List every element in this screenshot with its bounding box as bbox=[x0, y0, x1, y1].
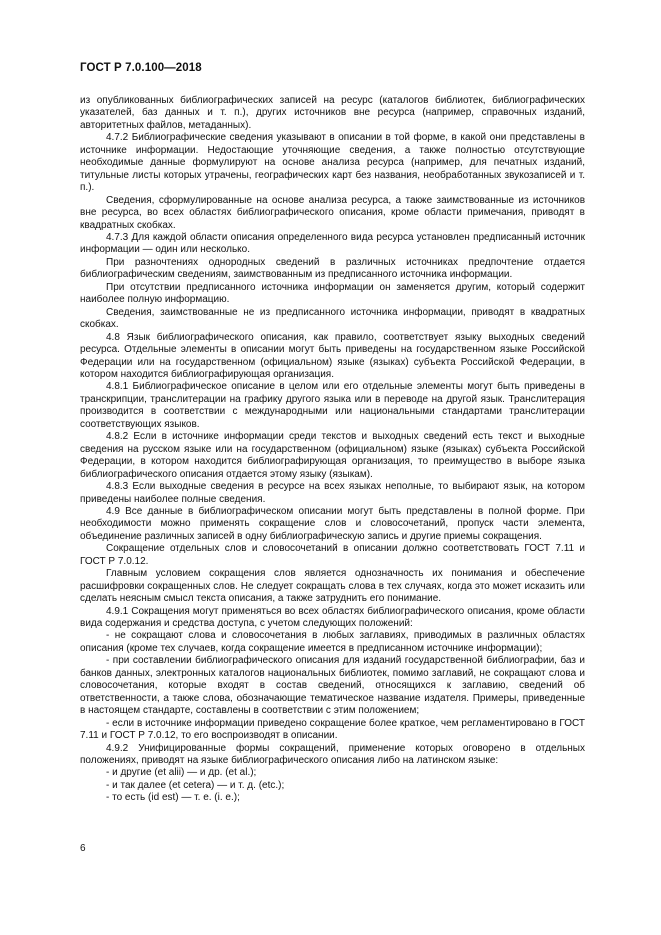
paragraph-4-8-3: 4.8.3 Если выходные сведения в ресурсе на всех языках неполные, то выбирают язык, на котором приведены наиболее полные сведения. bbox=[80, 481, 585, 505]
paragraph: Главным условием сокращения слов является однозначность их понимания и обеспечение расшифровки сокращенных слов. Не следует сокращать слова в тех случаях, когда это может исказить или сделать неясным смысл текста описания, а также затруднить его понимание. bbox=[80, 568, 585, 605]
paragraph-4-8-1: 4.8.1 Библиографическое описание в целом или его отдельные элементы могут быть приведены в транскрипции, транслитерации на графику другого языка или в переводе на другой язык. Транслитерация производится в соответствии с международными или национальными стандартами транслитерации соответствующих языков. bbox=[80, 381, 585, 430]
paragraph: Сведения, сформулированные на основе анализа ресурса, а также заимствованные из источников вне ресурса, во всех областях библиографического описания, кроме области примечания, приводят в квадратных скобках. bbox=[80, 194, 585, 231]
paragraph: Сведения, заимствованные не из предписанного источника информации, приводят в квадратных скобках. bbox=[80, 306, 585, 331]
list-item: - и так далее (et cetera) — и т. д. (etc.); bbox=[106, 779, 285, 791]
paragraph-continuation: из опубликованных библиографических записей на ресурс (каталогов библиотек, библиографических указателей, баз данных и т. п.), других источников вне ресурса (например, справочных изданий, авторитетных файлов, метаданных). bbox=[80, 95, 585, 131]
paragraph-4-9-1: 4.9.1 Сокращения могут применяться во всех областях библиографического описания, кроме области вида содержания и средства доступа, с учетом следующих положений: bbox=[80, 605, 585, 630]
list-item: - не сокращают слова и словосочетания в любых заглавиях, приводимых в различных областях описания (кроме тех случаев, когда сокращение имеется в предписанном источнике информации); bbox=[80, 630, 585, 654]
document-body bbox=[80, 95, 585, 805]
list-item: - то есть (id est) — т. е. (i. e.); bbox=[106, 792, 240, 804]
paragraph-4-9: 4.9 Все данные в библиографическом описании могут быть представлены в полной форме. При необходимости можно применять сокращение слов и словосочетаний, пропуск части элемента, объединение различных записей в одну библиографическую запись и другие приемы сокращения. bbox=[80, 505, 585, 542]
paragraph: При разночтениях однородных сведений в различных источниках предпочтение отдается библиографическим сведениям, заимствованным из предписанного источника информации. bbox=[80, 256, 585, 281]
document-header: ГОСТ Р 7.0.100—2018 bbox=[80, 62, 202, 74]
paragraph-4-9-2: 4.9.2 Унифицированные формы сокращений, применение которых оговорено в отдельных положениях, приводят на языке библиографического описания либо на латинском языке: bbox=[80, 742, 585, 767]
paragraph-4-8: 4.8 Язык библиографического описания, как правило, соответствует языку выходных сведений ресурса. Отдельные элементы в описании могут быть приведены на государственном языке Российской Федерации или на государственном (официальном) языке (языках) субъекта Российской Федерации, в котором находится библиографирующая организация. bbox=[80, 331, 585, 380]
paragraph-4-7-2: 4.7.2 Библиографические сведения указывают в описании в той форме, в какой они представлены в источнике информации. Недостающие уточняющие сведения, а также полностью отсутствующие необходимые данные формулируют на основе анализа ресурса (например, для печатных изданий, титульные листы которых утрачены, географических карт без названия, необработанных звукозаписей и т. п.). bbox=[80, 132, 585, 194]
list-item: - если в источнике информации приведено сокращение более краткое, чем регламентировано в ГОСТ 7.11 и ГОСТ Р 7.0.12, то его воспроизводят в описании. bbox=[80, 717, 585, 742]
paragraph-4-8-2: 4.8.2 Если в источнике информации среди текстов и выходных сведений есть текст и выходные сведения на русском языке или на государственном (официальном) языке (языках) субъекта Российской Федерации, в котором находится библиографирующая организация, то преимущество в выборе языка библиографического описания отдается этому языку (языкам). bbox=[80, 431, 585, 480]
page-number: 6 bbox=[80, 843, 86, 854]
paragraph-4-7-3: 4.7.3 Для каждой области описания определенного вида ресурса установлен предписанный источник информации — один или несколько. bbox=[80, 231, 585, 256]
paragraph: Сокращение отдельных слов и словосочетаний в описании должно соответствовать ГОСТ 7.11 и ГОСТ Р 7.0.12. bbox=[80, 543, 585, 567]
list-item: - при составлении библиографического описания для изданий государственной библиографии, баз и банков данных, электронных каталогов национальных библиотек, помимо заглавий, не сокращают слова и словосочетания, которые входят в состав сведений, относящихся к заглавию, сведений об ответственности, а также слова, обозначающие тематическое название издателя. Примеры, приведенные в настоящем стандарте, составлены в соответствии с этим положением; bbox=[80, 655, 585, 717]
list-item: - и другие (et alii) — и др. (et al.); bbox=[106, 767, 257, 779]
paragraph: При отсутствии предписанного источника информации он заменяется другим, который содержит наиболее полную информацию. bbox=[80, 281, 585, 306]
